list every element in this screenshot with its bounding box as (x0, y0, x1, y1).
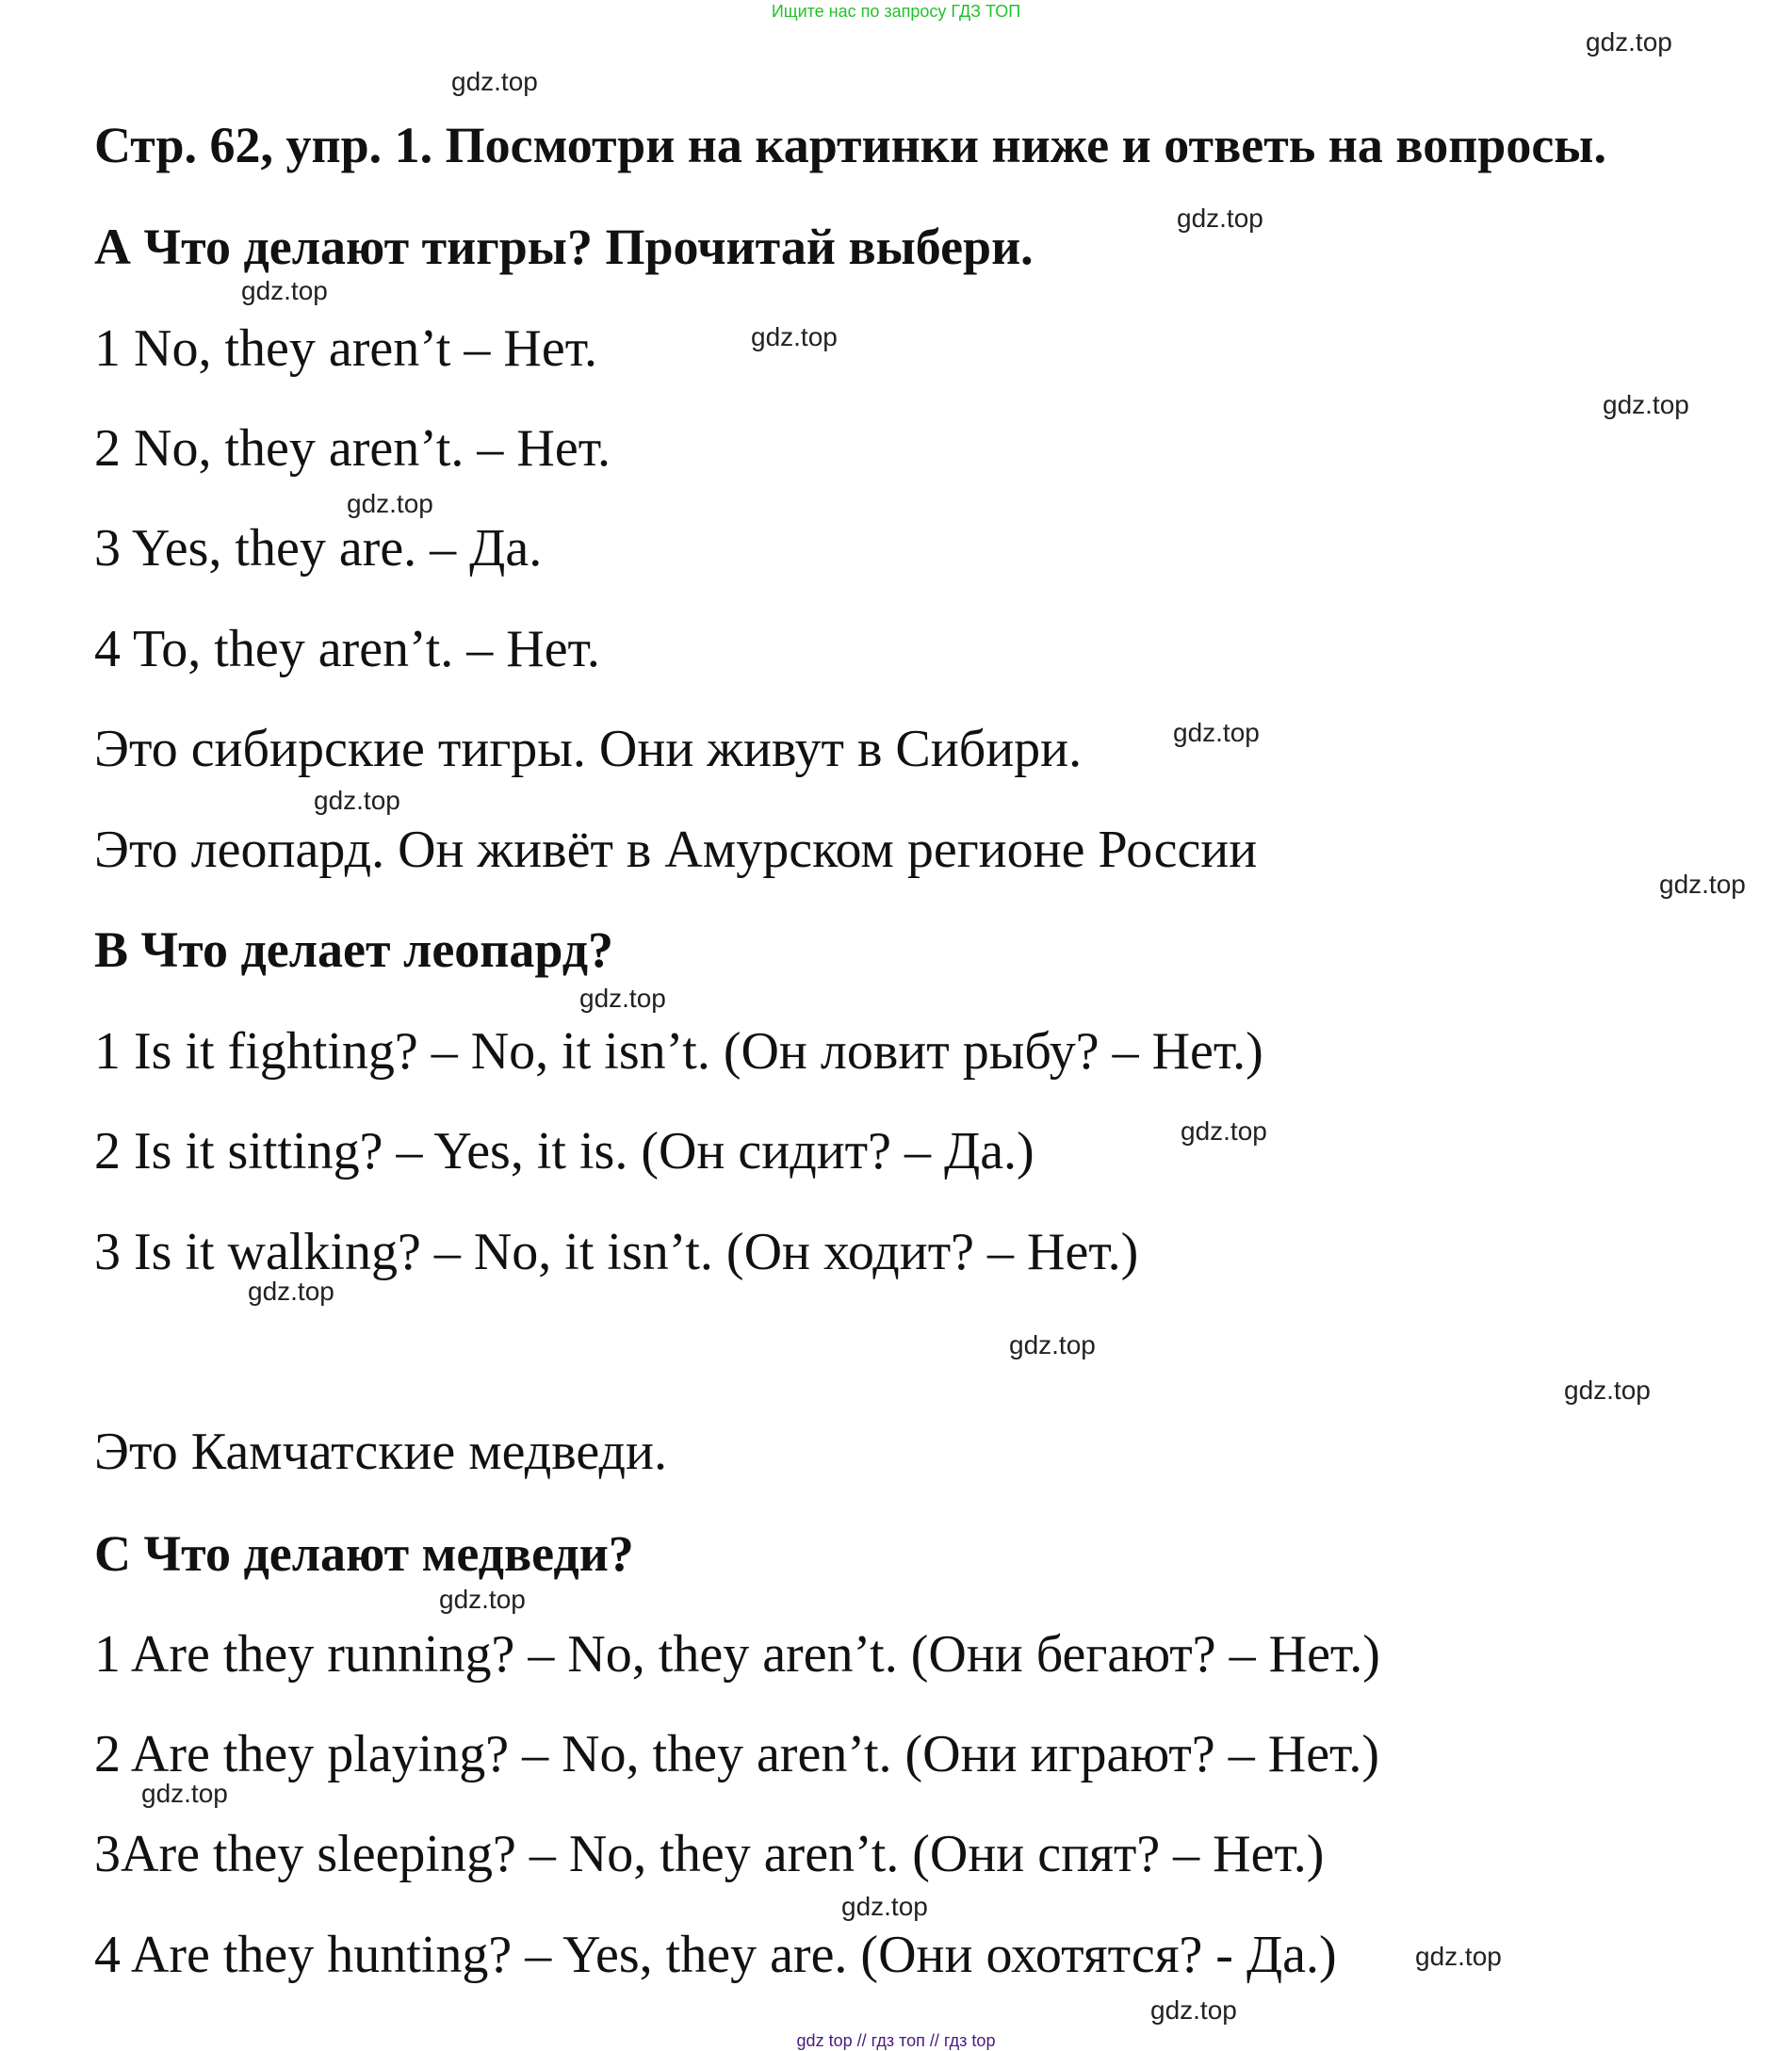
watermark: gdz.top (751, 322, 838, 351)
watermark: gdz.top (439, 1585, 526, 1614)
note-line: Это Камчатские медведи. (94, 1423, 667, 1481)
answer-line: 1 Are they running? – No, they aren’t. (Они бегают? – Нет.) (94, 1625, 1380, 1684)
answer-line: 3 Yes, they are. – Да. (94, 519, 543, 578)
watermark: gdz.top (314, 786, 400, 815)
watermark: gdz.top (841, 1892, 928, 1921)
answer-line: 1 Is it fighting? – No, it isn’t. (Он ловит рыбу? – Нет.) (94, 1022, 1263, 1081)
watermark: gdz.top (1150, 1995, 1237, 2025)
watermark: gdz.top (1177, 203, 1263, 233)
watermark: gdz.top (1564, 1375, 1651, 1405)
watermark: gdz.top (1659, 870, 1746, 899)
watermark: gdz.top (248, 1277, 334, 1306)
watermark: gdz.top (451, 67, 538, 96)
section-c-heading: С Что делают медведи? (94, 1525, 634, 1582)
answer-line: 1 No, they aren’t – Нет. (94, 319, 597, 378)
answer-line: 3Are they sleeping? – No, they aren’t. (Они спят? – Нет.) (94, 1825, 1325, 1883)
search-banner[interactable]: Ищите нас по запросу ГДЗ ТОП (771, 2, 1021, 21)
page-title: Стр. 62, упр. 1. Посмотри на картинки ниже и ответь на вопросы. (94, 117, 1606, 173)
watermark: gdz.top (1586, 27, 1672, 57)
section-a-heading: А Что делают тигры? Прочитай выбери. (94, 219, 1034, 275)
answer-line: 3 Is it walking? – No, it isn’t. (Он ходит? – Нет.) (94, 1223, 1139, 1281)
section-b-heading: В Что делает леопард? (94, 921, 614, 978)
watermark: gdz.top (1415, 1942, 1502, 1971)
answer-line: 2 No, they aren’t. – Нет. (94, 419, 611, 478)
footer-links[interactable]: gdz top // гдз топ // гдз top (796, 2031, 996, 2050)
watermark: gdz.top (1173, 718, 1260, 747)
watermark: gdz.top (241, 276, 328, 305)
watermark: gdz.top (579, 984, 666, 1013)
note-line: Это сибирские тигры. Они живут в Сибири. (94, 720, 1083, 778)
answer-line: 4 To, they aren’t. – Нет. (94, 620, 600, 678)
watermark: gdz.top (1603, 390, 1689, 419)
answer-line: 2 Is it sitting? – Yes, it is. (Он сидит? – Да.) (94, 1122, 1034, 1180)
watermark: gdz.top (347, 489, 433, 518)
answer-line: 4 Are they hunting? – Yes, they are. (Они охотятся? - Да.) (94, 1926, 1337, 1984)
watermark: gdz.top (141, 1779, 228, 1808)
note-line: Это леопард. Он живёт в Амурском регионе России (94, 821, 1258, 879)
watermark: gdz.top (1009, 1330, 1096, 1359)
answer-line: 2 Are they playing? – No, they aren’t. (Они играют? – Нет.) (94, 1725, 1379, 1783)
watermark: gdz.top (1181, 1116, 1267, 1146)
